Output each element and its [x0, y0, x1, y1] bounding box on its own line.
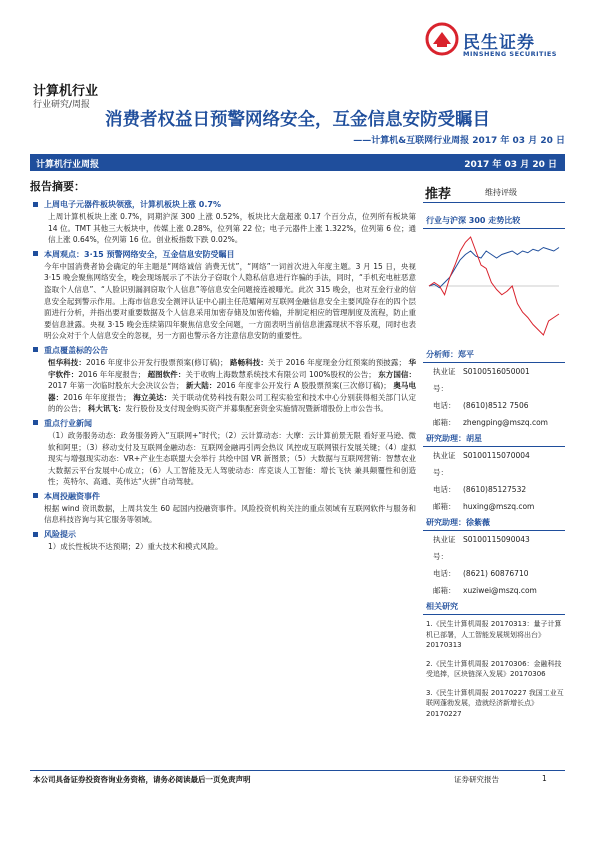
section-heading: 重点覆盖标的公告	[30, 345, 416, 357]
section-heading: 本周观点：3·15 预警网络安全，互金信息安防受瞩目	[30, 249, 416, 261]
summary-column	[30, 178, 416, 553]
square-bullet-icon	[33, 532, 38, 537]
related-item[interactable]: 3.《民生计算机周报 20170227 我国工业互联网蓬勃发展，造就经济新增长点》20170227	[426, 688, 564, 718]
related-research-list	[423, 619, 565, 719]
chart-title: 行业与沪深 300 走势比较	[423, 213, 565, 229]
header-banner	[30, 154, 565, 171]
banner-date: 2017 年 03 月 20 日	[464, 160, 557, 170]
analyst-row: 执业证号： S0100115070004	[433, 451, 530, 477]
sidebar-column	[423, 183, 565, 727]
analyst-row: 邮箱： zhengping@mszq.com	[433, 418, 548, 427]
analyst-row: 电话： (8621) 60876710	[433, 569, 529, 578]
section-heading: 重点行业新闻	[30, 418, 416, 430]
square-bullet-icon	[33, 347, 38, 352]
related-research-heading: 相关研究	[423, 599, 565, 615]
section-heading: 上周电子元器件板块领涨，计算机板块上涨 0.7%	[30, 199, 416, 211]
rating-sub: 维持评级	[485, 188, 517, 197]
rating-box	[423, 183, 565, 203]
page-title: 消费者权益日预警网络安全，互金信息安防受瞩目	[105, 110, 490, 130]
minsheng-logo-icon	[425, 22, 459, 56]
logo-en-text: MINSHENG SECURITIES	[463, 50, 557, 58]
analyst-row: 电话： (8610)85127532	[433, 485, 527, 494]
section-heading: 风险提示	[30, 529, 416, 541]
section-body: （1）政务服务动态：政务服务跨入“互联网+”时代；（2）云计算动态：大摩：云计算前景无限 看好亚马逊、微软和阿里；（3）移动支付及互联网金融动态：互联网金融再引两会热议 风控成互联网银行发展关键；（4）虚拟现实与增强现实动态：VR+产业生态联盟大会举行 共绘中国 VR 新图景；（5）大数据与互联网营销：智慧农业大数据云平台发展中心成立；（6）人工智能及无人驾驶动态：库克谈人工智能：增长飞快 兼具颠覆性和创造性；英特尔、高通、英伟达“火拼”自动驾驶。	[48, 430, 416, 487]
analyst-row: 邮箱： huxing@mszq.com	[433, 502, 535, 511]
footer-disclaimer: 本公司具备证券投资咨询业务资格，请务必阅读最后一页免责声明	[33, 775, 251, 784]
page-subtitle: ——计算机&互联网行业周报 2017 年 03 月 20 日	[353, 136, 565, 146]
analyst-role: 研究助理：胡星	[423, 431, 565, 447]
footer-divider	[30, 770, 565, 771]
analyst-row: 邮箱： xuziwei@mszq.com	[433, 586, 537, 595]
announcement-list: 恒华科技：2016 年度非公开发行股票预案(修订稿)； 路畅科技：关于 2016 年度现金分红预案的预披露； 华宇软件：2016 年年度报告； 超图软件：关于收购上海数慧系统技术有限公司 100%股权的公告； 东方国信：2017 年第一次临时股东大会决议公告； 新大陆：2016 年度非公开发行 A 股股票预案(三次修订稿)； 奥马电器：2016 年年度报告； 海立美达：关于联动优势科技有限公司工程实验室和技术中心分别获得相关部门认定的的公告； 科大讯飞：发行股份及支付现金购买资产并募集配套资金实施情况暨新增股份上市公告书。	[48, 357, 417, 414]
related-item[interactable]: 2.《民生计算机周报 20170306：金融科技受追捧，区块链深入发展》20170306	[426, 659, 562, 678]
page-number: 1	[542, 774, 547, 783]
analyst-row: 电话： (8610)8512 7506	[433, 401, 529, 410]
related-item[interactable]: 1.《民生计算机周报 20170313：量子计算机已部署，人工智能发展规划将出台》20170313	[426, 620, 562, 649]
square-bullet-icon	[33, 251, 38, 256]
section-body: 上周计算机板块上涨 0.7%，同期沪深 300 上涨 0.52%，板块比大盘超涨 0.17 个百分点，位列所有板块第 14 位。TMT 其他三大板块中，传媒上涨 0.28%，位列第 22 位；电子元器件上涨 1.322%，位列第 6 位；通信上涨 0.64%，位列第 16 位。创业板指数下跌 0.02%。	[48, 212, 416, 245]
analyst-row: 执业证号： S0100516050001	[433, 367, 530, 393]
analyst-role: 分析师：郑平	[423, 347, 565, 363]
trend-chart-svg	[423, 231, 565, 341]
risk-body: 1）成长性板块不达预期；2）重大技术和模式风险。	[48, 542, 223, 552]
analyst-role: 研究助理：徐紫薇	[423, 515, 565, 531]
report-type: 行业研究/周报	[33, 100, 91, 110]
logo-cn-text: 民生证券	[463, 33, 535, 53]
square-bullet-icon	[33, 493, 38, 498]
square-bullet-icon	[33, 420, 38, 425]
section-heading: 本周投融资事件	[30, 491, 416, 503]
company-logo	[425, 22, 565, 68]
banner-left: 计算机行业周报	[36, 160, 100, 170]
analyst-row: 执业证号： S0100115090043	[433, 535, 530, 561]
trend-chart	[423, 231, 565, 341]
rating-label: 推荐	[425, 187, 452, 202]
section-body: 今年中国消费者协会确定的年主题是“网络诚信 消费无忧”，“网络”一词首次进入年度主题。3 月 15 日，央视 3·15 晚会聚焦网络安全，晚会现场展示了不法分子窃取个人隐私信息进行诈骗的手法，同时，“手机充电桩恶意盗取个人信息”、“人脸识别漏洞窃取个人信息”等信息安全问题接连被曝光。此次 315 晚会，也对互金行业的信息安全起到警示作用。上海市信息安全测评认证中心副主任范耀阐对互联网金融信息安全主要风险存在的四个层面进行分析，并指出要对重要数据及个人信息采用加密存储及加密传输，并制定相应的管理制度及流程，防止重要信息泄露。央视 3·15 晚会连续第四年聚焦信息安全问题，一方面表明当前信息泄露现状不容乐观，同时也表明公众对于个人信息安全的忽视，另一方面也警示各方注意信息安防的重要性。	[44, 261, 416, 341]
square-bullet-icon	[33, 202, 38, 207]
summary-title: 报告摘要：	[30, 180, 85, 193]
section-body: 根据 wind 资讯数据，上周共发生 60 起国内投融资事件。风险投资机构关注的重点领域有互联网软件与服务和信息科技咨询与其它服务等领域。	[44, 503, 416, 525]
industry-label: 计算机行业	[33, 84, 99, 99]
footer-label: 证券研究报告	[454, 775, 499, 784]
